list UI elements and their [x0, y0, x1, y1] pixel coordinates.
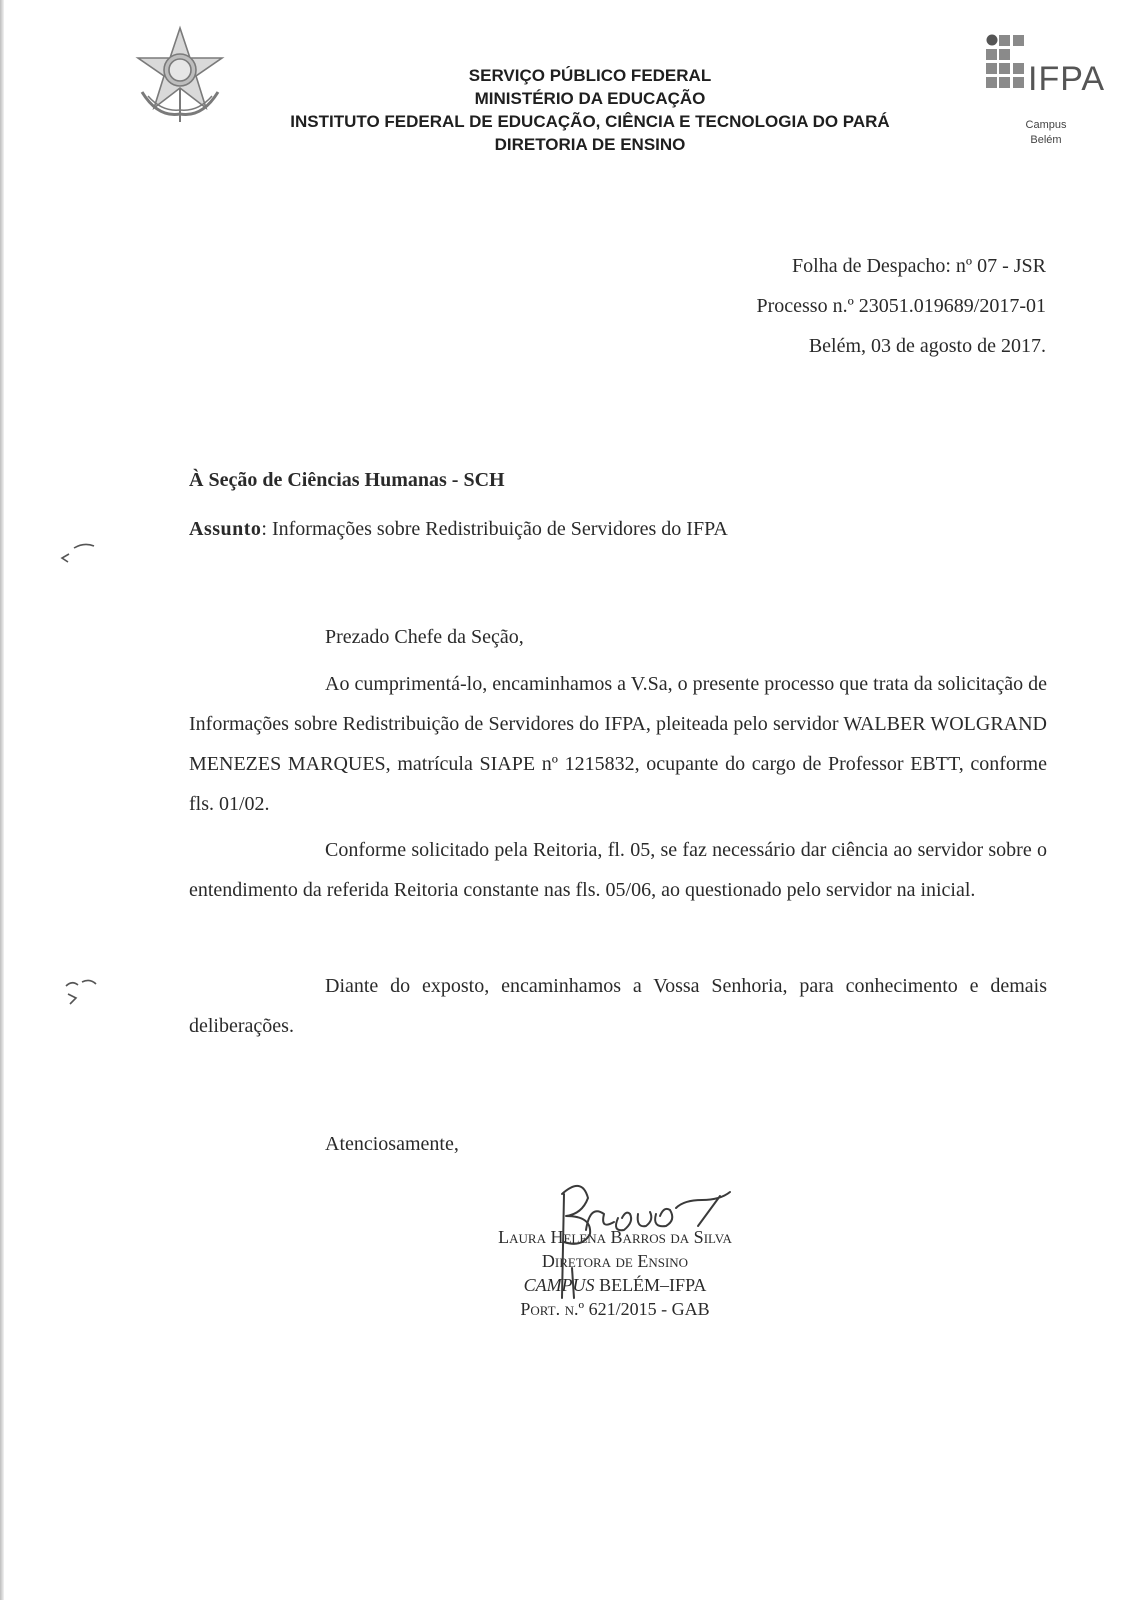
margin-mark [60, 540, 100, 570]
header-line-service: SERVIÇO PÚBLICO FEDERAL [468, 66, 712, 85]
ifpa-logo [986, 32, 1126, 112]
ifpa-logo-text: IFPA [1028, 60, 1106, 98]
handwritten-signature [552, 1170, 752, 1300]
despacho-number: Folha de Despacho: nº 07 - JSR [792, 255, 1046, 277]
institution-header [260, 64, 920, 156]
campus-label [1016, 118, 1076, 148]
closing: Atenciosamente, [325, 1133, 459, 1155]
scan-edge [0, 0, 4, 1600]
header-line-directorate: DIRETORIA DE ENSINO [494, 135, 686, 154]
header-line-institute: INSTITUTO FEDERAL DE EDUCAÇÃO, CIÊNCIA E TECNOLOGIA DO PARÁ [290, 112, 890, 131]
signatory-campus-italic: CAMPUS [523, 1275, 595, 1295]
subject-text: : Informações sobre Redistribuição de Servidores do IFPA [261, 518, 728, 540]
document-meta [756, 246, 1046, 366]
greeting: Prezado Chefe da Seção, [325, 626, 524, 648]
document-date: Belém, 03 de agosto de 2017. [808, 335, 1046, 357]
campus-label-line1: Campus [1025, 119, 1067, 131]
signatory-role: Diretora de Ensino [541, 1251, 689, 1271]
recipient: À Seção de Ciências Humanas - SCH [189, 469, 505, 491]
margin-mark [62, 976, 102, 1006]
subject-label: Assunto [189, 518, 262, 540]
body-paragraph-1: Ao cumprimentá-lo, encaminhamos a V.Sa, o presente processo que trata da solicitação de Informações sobre Redistribuição de Servidores do IFPA, pleiteada pelo servidor WALBER WOLGRAND MENEZES MARQUES, matrícula SIAPE nº 1215832, ocupante do cargo de Professor EBTT, conforme fls. 01/02. [189, 673, 1047, 815]
body-paragraph-3: Diante do exposto, encaminhamos a Vossa Senhoria, para conhecimento e demais deliberações. [189, 975, 1047, 1037]
signatory-name: Laura Helena Barros da Silva [498, 1227, 732, 1247]
header-line-ministry: MINISTÉRIO DA EDUCAÇÃO [474, 89, 706, 108]
signatory-portaria: Port. n.º 621/2015 - GAB [520, 1299, 710, 1319]
campus-label-line2: Belém [1030, 134, 1062, 146]
body-paragraph-2: Conforme solicitado pela Reitoria, fl. 05, se faz necessário dar ciência ao servidor sobre o entendimento da referida Reitoria constante nas fls. 05/06, ao questionado pelo servidor na inicial. [189, 839, 1047, 901]
subject-line [189, 518, 728, 541]
signatory-campus-rest: BELÉM–IFPA [594, 1275, 707, 1295]
process-number: Processo n.º 23051.019689/2017-01 [756, 295, 1046, 317]
coat-of-arms-icon [128, 22, 232, 126]
